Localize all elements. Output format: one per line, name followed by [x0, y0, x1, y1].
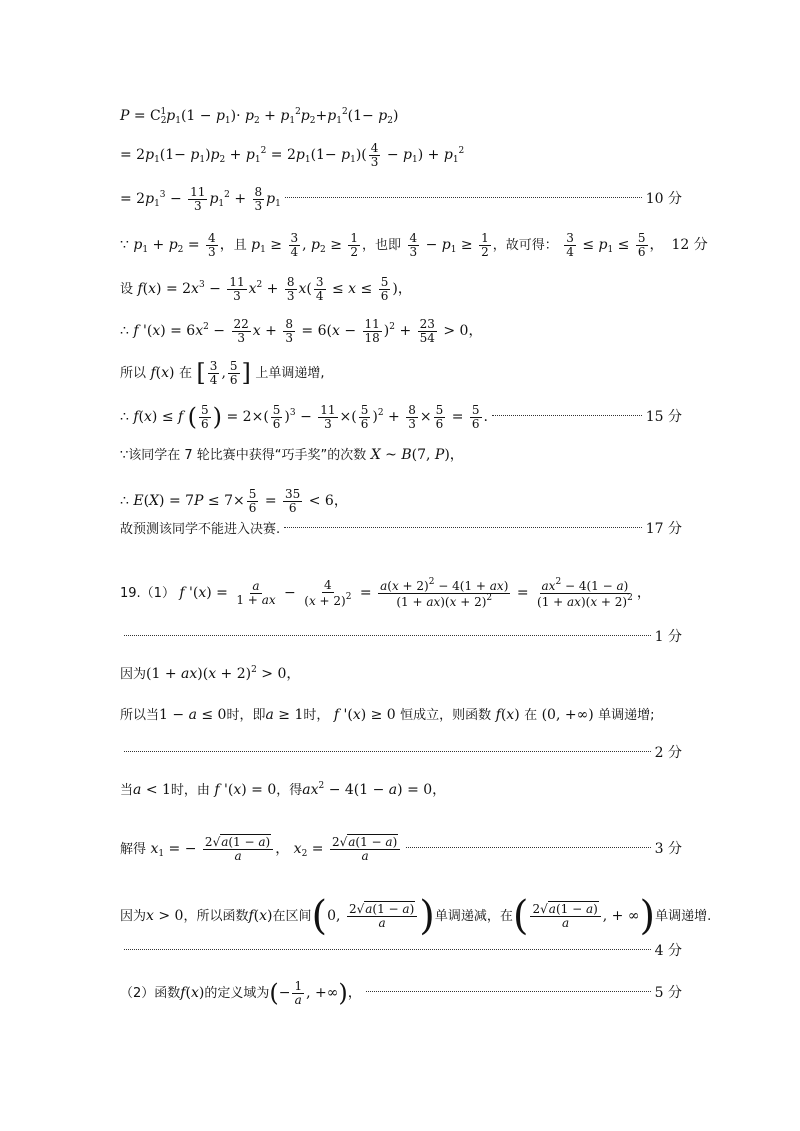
score-3: 3 分: [654, 841, 682, 858]
eq-probability-expand: = $2p_1(1- p_1)p_2 + p_1^2 = 2p_1(1- p_1)$( $\frac{4}{3}$ − $p_1) + p_1^2$: [120, 141, 465, 169]
eq-probability-poly: = $2p_1^3$ − $\frac{11}{3}$ $p_1^2$ + $\frac{8}{3}$ $p_1$ 10 分: [120, 185, 682, 213]
q19-part2-domain: （2）函数f(x)的定义域为(− $\frac{1}{a}$ , +∞)， 5 分: [120, 979, 682, 1008]
eq-monotonic-interval: 所以 f(x) 在 [ $\frac{3}{4}$ , $\frac{5}{6}$ ] 上单调递增,: [120, 359, 325, 388]
score-12: 12 分: [671, 237, 708, 254]
score-5: 5 分: [654, 985, 682, 1002]
eq-roots: 解得 $x_1$ = − $\frac{2√a(1 - a)}{a}$ ， $x_2$ = $\frac{2√a(1 - a)}{a}$ 3 分: [120, 835, 682, 863]
score-line-1: [120, 630, 682, 644]
score-10: 10 分: [645, 191, 682, 208]
eq-monotonic-intervals-q19: 因为x > 0，所以函数f(x)在区间(0, $\frac{2√a(1 - a)}{a}$ )单调递减，在( $\frac{2√a(1 - a)}{a}$ , + ∞)单调递增.: [120, 893, 712, 939]
eq-expectation: ∴ E(X) = 7P ≤ 7× $\frac{5}{6}$ = $\frac{35}{6}$ < 6，: [120, 487, 348, 515]
score-line-2: [120, 746, 682, 760]
eq-f-max: ∴ f(x) ≤ f ( $\frac{5}{6}$ ) = 2×( $\frac{5}{6}$ )$^3$ − $\frac{11}{3}$ ×( $\frac{5}{6}$ )$^2$ + $\frac{8}{3}$ × $\frac{5}{6}$ = $\frac{5}{6}$ . 15 分: [120, 403, 682, 432]
eq-case-a-lt-1: 当a < 1时，由 f '(x) = 0，得$ax^2 - 4(1 - a) = 0$，: [120, 781, 447, 798]
eq-case-a-ge-1: 所以当1 − a ≤ 0时，即a ≥ 1时， f '(x) ≥ 0 恒成立，则函数 f(x) 在 (0, +∞) 单调递增;: [120, 707, 655, 723]
eq-derivative-positive: ∴ f '$(x) = 6x^2$ − $\frac{22}{3}$ x + $\frac{8}{3}$ = 6(x − $\frac{11}{18}$ )$^2$ + $\frac{23}{54}$ > 0，: [120, 317, 483, 345]
conclusion-line: 故预测该同学不能进入决赛. 17 分: [120, 521, 682, 537]
q19-derivative: 19.（1） f '(x) = $\frac{a}{1 + ax}$ − $\frac{4}{(x + 2)^2}$ = $\frac{a(x + 2)^2 - 4(1 + ax)}{(1 + ax)(x + 2)^2}$ = $\frac{ax^2 - 4(1 - a)}{(1 + ax)(x + 2)^2}$ ，: [120, 577, 651, 609]
score-15: 15 分: [645, 409, 682, 426]
score-17: 17 分: [645, 521, 682, 537]
eq-probability-definition: $P = C_2^1p_1(1 - p_1)\cdot p_2 + p_1^2p_2+p_1^2(1- p_2)$: [120, 107, 399, 126]
eq-denominator-positive: 因为$(1 + ax)(x + 2)^2 > 0$，: [120, 665, 301, 682]
eq-binomial: ∵该同学在 7 轮比赛中获得“巧手奖”的次数 X ~ B(7, P)，: [120, 447, 464, 463]
eq-define-f: 设 $f(x) = 2x^3$ − $\frac{11}{3}$ $x^2$ + $\frac{8}{3}$ x( $\frac{3}{4}$ ≤ x ≤ $\frac{5}{6}$ )，: [120, 275, 412, 303]
score-1: 1 分: [654, 629, 682, 645]
score-line-4: [120, 944, 682, 958]
score-2: 2 分: [654, 745, 682, 761]
score-4: 4 分: [654, 943, 682, 959]
eq-p1-range: ∵ $p_1 + p_2$ = $\frac{4}{3}$ ，且 $p_1$ ≥ $\frac{3}{4}$ , $p_2$ ≥ $\frac{1}{2}$ ，也即 $\frac{4}{3}$ − $p_1$ ≥ $\frac{1}{2}$ ，故可得： $\frac{3}{4}$ ≤ $p_1$ ≤ $\frac{5}{6}$ ， 12 分: [120, 231, 708, 259]
